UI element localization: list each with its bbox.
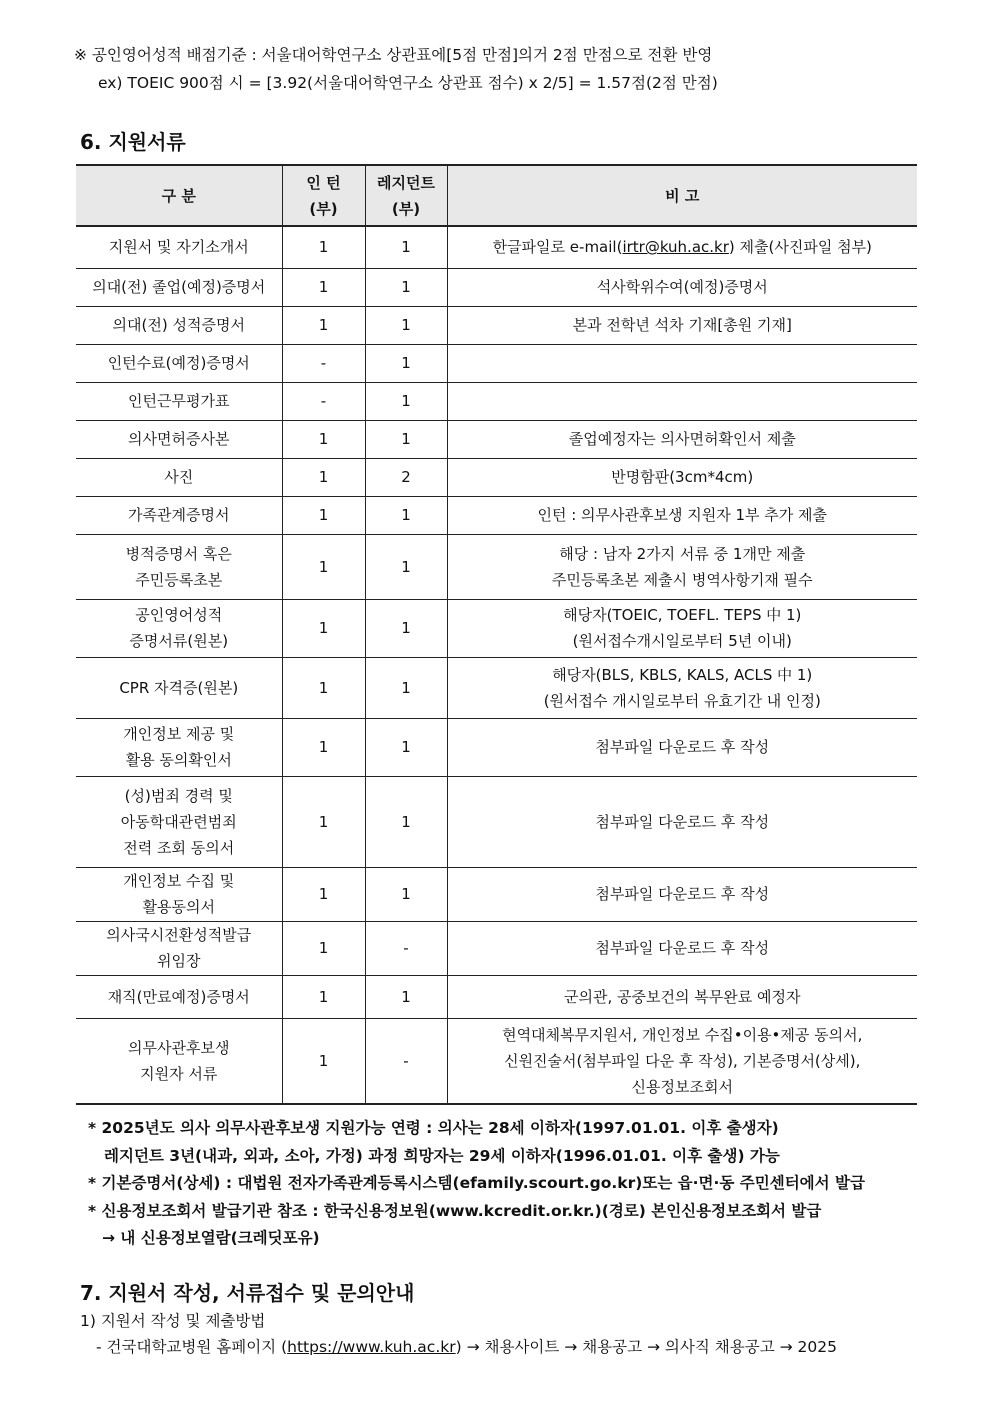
- row-category: 가족관계증명서: [76, 496, 282, 534]
- row-resident-count: 1: [365, 975, 447, 1018]
- row-resident-count: 1: [365, 534, 447, 599]
- table-row: [76, 776, 917, 867]
- row-category: CPR 자격증(원본): [76, 657, 282, 718]
- row-intern-count: -: [282, 344, 365, 382]
- row-remarks: 첨부파일 다운로드 후 작성: [447, 718, 917, 776]
- application-path: - 건국대학교병원 홈페이지 (https://www.kuh.ac.kr) → 채용사이트 → 채용공고 → 의사직 채용공고 → 2025: [96, 1338, 837, 1356]
- row-category: 병적증명서 혹은 주민등록초본: [76, 534, 282, 599]
- row-remarks: 석사학위수여(예정)증명서: [447, 268, 917, 306]
- table-row: [76, 306, 917, 344]
- section-6-title: 6. 지원서류: [80, 130, 186, 154]
- row-intern-count: 1: [282, 776, 365, 867]
- row-remarks: 인턴 : 의무사관후보생 지원자 1부 추가 제출: [447, 496, 917, 534]
- header-intern: 인 턴 (부): [282, 165, 365, 226]
- row-intern-count: 1: [282, 718, 365, 776]
- row-category: 공인영어성적 증명서류(원본): [76, 599, 282, 657]
- table-row: [76, 867, 917, 921]
- footnote: → 내 신용정보열람(크레딧포유): [102, 1229, 320, 1247]
- scoring-example: ex) TOEIC 900점 시 = [3.92(서울대어학연구소 상관표 점수) x 2/5] = 1.57점(2점 만점): [98, 74, 718, 92]
- row-resident-count: -: [365, 921, 447, 975]
- row-resident-count: 1: [365, 496, 447, 534]
- row-intern-count: 1: [282, 1018, 365, 1104]
- row-intern-count: 1: [282, 867, 365, 921]
- row-resident-count: 1: [365, 382, 447, 420]
- email-link[interactable]: irtr@kuh.ac.kr: [622, 238, 729, 257]
- row-resident-count: 1: [365, 599, 447, 657]
- row-intern-count: 1: [282, 306, 365, 344]
- row-category: (성)범죄 경력 및 아동학대관련범죄 전력 조회 동의서: [76, 776, 282, 867]
- row-intern-count: 1: [282, 975, 365, 1018]
- row-intern-count: 1: [282, 599, 365, 657]
- row-category: 의무사관후보생 지원자 서류: [76, 1018, 282, 1104]
- row-intern-count: 1: [282, 534, 365, 599]
- table-row: [76, 921, 917, 975]
- row-category: 지원서 및 자기소개서: [76, 226, 282, 268]
- row-intern-count: 1: [282, 420, 365, 458]
- row-category: 사진: [76, 458, 282, 496]
- row-intern-count: 1: [282, 268, 365, 306]
- table-row: [76, 496, 917, 534]
- application-method-heading: 1) 지원서 작성 및 제출방법: [80, 1312, 266, 1330]
- row-intern-count: 1: [282, 458, 365, 496]
- row-category: 재직(만료예정)증명서: [76, 975, 282, 1018]
- footnote: 레지던트 3년(내과, 외과, 소아, 가정) 과정 희망자는 29세 이하자(1996.01.01. 이후 출생) 가능: [104, 1146, 780, 1165]
- row-intern-count: 1: [282, 496, 365, 534]
- table-row: [76, 718, 917, 776]
- row-remarks: 해당자(BLS, KBLS, KALS, ACLS 中 1) (원서접수 개시일로부터 유효기간 내 인정): [447, 657, 917, 718]
- row-remarks: 첨부파일 다운로드 후 작성: [447, 776, 917, 867]
- table-row: [76, 344, 917, 382]
- row-remarks: 해당 : 남자 2가지 서류 중 1개만 제출 주민등록초본 제출시 병역사항기재 필수: [447, 534, 917, 599]
- row-resident-count: 1: [365, 657, 447, 718]
- header-resident: 레지던트 (부): [365, 165, 447, 226]
- row-intern-count: 1: [282, 921, 365, 975]
- table-row: [76, 382, 917, 420]
- row-resident-count: 1: [365, 867, 447, 921]
- row-intern-count: 1: [282, 657, 365, 718]
- row-category: 의사면허증사본: [76, 420, 282, 458]
- footnote: * 신용정보조회서 발급기관 참조 : 한국신용정보원(www.kcredit.or.kr.)(경로) 본인신용정보조회서 발급: [88, 1201, 822, 1220]
- row-remarks: [447, 344, 917, 382]
- footnotes: [88, 1115, 865, 1253]
- table-row: [76, 975, 917, 1018]
- footnote: * 기본증명서(상세) : 대법원 전자가족관계등록시스템(efamily.scourt.go.kr)또는 읍·면·동 주민센터에서 발급: [88, 1174, 865, 1192]
- row-remarks: 한글파일로 e-mail(irtr@kuh.ac.kr) 제출(사진파일 첨부): [447, 226, 917, 268]
- table-row: [76, 534, 917, 599]
- header-remarks: 비 고: [447, 165, 917, 226]
- row-resident-count: 1: [365, 776, 447, 867]
- row-category: 개인정보 제공 및 활용 동의확인서: [76, 718, 282, 776]
- row-remarks: 본과 전학년 석차 기재[총원 기재]: [447, 306, 917, 344]
- row-remarks: 군의관, 공중보건의 복무완료 예정자: [447, 975, 917, 1018]
- table-row: [76, 420, 917, 458]
- row-category: 인턴수료(예정)증명서: [76, 344, 282, 382]
- row-resident-count: 1: [365, 268, 447, 306]
- row-resident-count: 1: [365, 420, 447, 458]
- row-resident-count: 1: [365, 306, 447, 344]
- row-category: 의대(전) 졸업(예정)증명서: [76, 268, 282, 306]
- row-resident-count: -: [365, 1018, 447, 1104]
- table-row: [76, 268, 917, 306]
- row-category: 의사국시전환성적발급 위임장: [76, 921, 282, 975]
- table-row: [76, 599, 917, 657]
- table-row: [76, 226, 917, 268]
- row-resident-count: 2: [365, 458, 447, 496]
- scoring-note: ※ 공인영어성적 배점기준 : 서울대어학연구소 상관표에[5점 만점]의거 2점 만점으로 전환 반영: [74, 46, 713, 64]
- row-remarks: 첨부파일 다운로드 후 작성: [447, 867, 917, 921]
- row-resident-count: 1: [365, 718, 447, 776]
- row-resident-count: 1: [365, 344, 447, 382]
- row-intern-count: -: [282, 382, 365, 420]
- row-remarks: [447, 382, 917, 420]
- row-resident-count: 1: [365, 226, 447, 268]
- row-category: 개인정보 수집 및 활용동의서: [76, 867, 282, 921]
- header-category: 구 분: [76, 165, 282, 226]
- row-remarks: 졸업예정자는 의사면허확인서 제출: [447, 420, 917, 458]
- homepage-link[interactable]: https://www.kuh.ac.kr: [287, 1338, 456, 1356]
- footnote: * 2025년도 의사 의무사관후보생 지원가능 연령 : 의사는 28세 이하자(1997.01.01. 이후 출생자): [88, 1119, 779, 1137]
- table-row: [76, 657, 917, 718]
- row-remarks: 해당자(TOEIC, TOEFL. TEPS 中 1) (원서접수개시일로부터 5년 이내): [447, 599, 917, 657]
- row-category: 의대(전) 성적증명서: [76, 306, 282, 344]
- table-row: [76, 458, 917, 496]
- documents-table: [76, 164, 917, 1105]
- row-remarks: 첨부파일 다운로드 후 작성: [447, 921, 917, 975]
- row-remarks: 반명함판(3cm*4cm): [447, 458, 917, 496]
- section-7-title: 7. 지원서 작성, 서류접수 및 문의안내: [80, 1281, 415, 1305]
- row-remarks: 현역대체복무지원서, 개인정보 수집•이용•제공 동의서, 신원진술서(첨부파일 다운 후 작성), 기본증명서(상세), 신용정보조회서: [447, 1018, 917, 1104]
- table-row: [76, 1018, 917, 1104]
- row-intern-count: 1: [282, 226, 365, 268]
- row-category: 인턴근무평가표: [76, 382, 282, 420]
